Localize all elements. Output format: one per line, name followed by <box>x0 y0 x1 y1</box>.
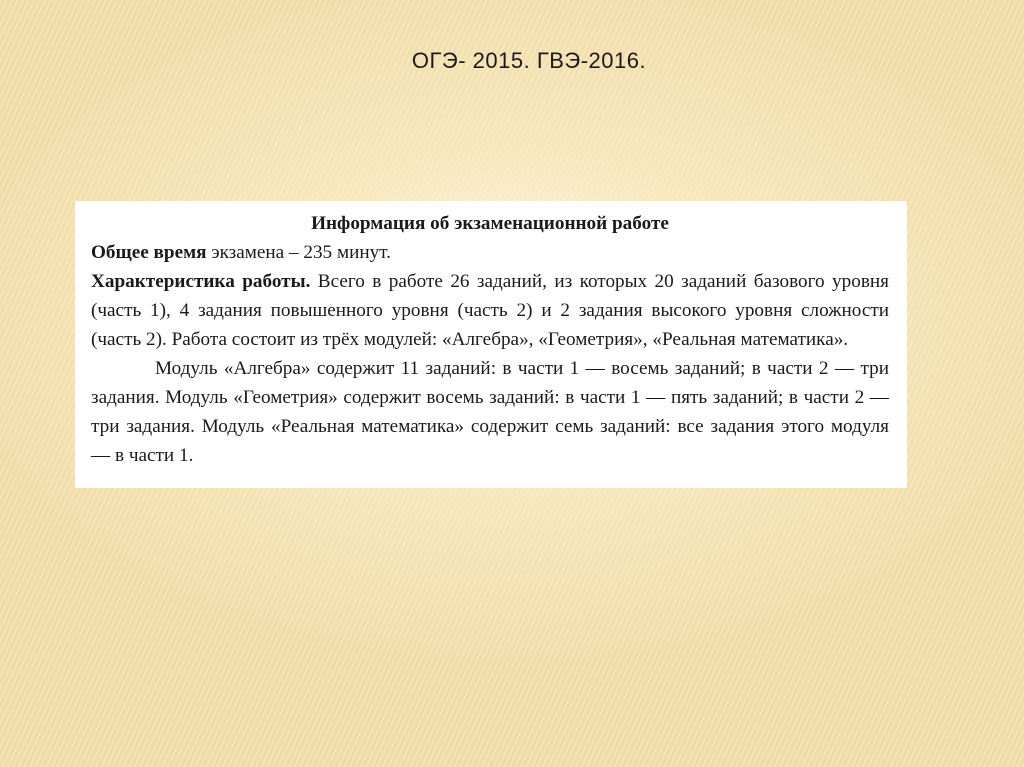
slide-title: ОГЭ- 2015. ГВЭ-2016. <box>411 48 647 73</box>
characteristics-label: Характеристика работы. <box>91 271 311 292</box>
characteristics-paragraph <box>91 267 889 354</box>
exam-info-document <box>75 201 907 488</box>
characteristics-text: Всего в работе 26 заданий, из которых 20 заданий базового уровня (часть 1), 4 задания повышенного уровня (часть 2) и 2 задания высокого уровня сложности (часть 2). Работа состоит из трёх модулей: «Алгебра», «Геометрия», «Реальная математика». <box>91 271 889 350</box>
exam-time-paragraph <box>91 238 889 267</box>
exam-time-label: Общее время <box>91 242 207 263</box>
document-heading: Информация об экзаменационной работе <box>311 213 669 234</box>
exam-time-text: экзамена – 235 минут. <box>206 242 391 263</box>
modules-paragraph: Модуль «Алгебра» содержит 11 заданий: в части 1 — восемь заданий; в части 2 — три задания. Модуль «Геометрия» содержит восемь заданий: в части 1 — пять заданий; в части 2 — три задания. Модуль «Реальная математика» содержит семь заданий: все задания этого модуля — в части 1. <box>91 358 889 466</box>
